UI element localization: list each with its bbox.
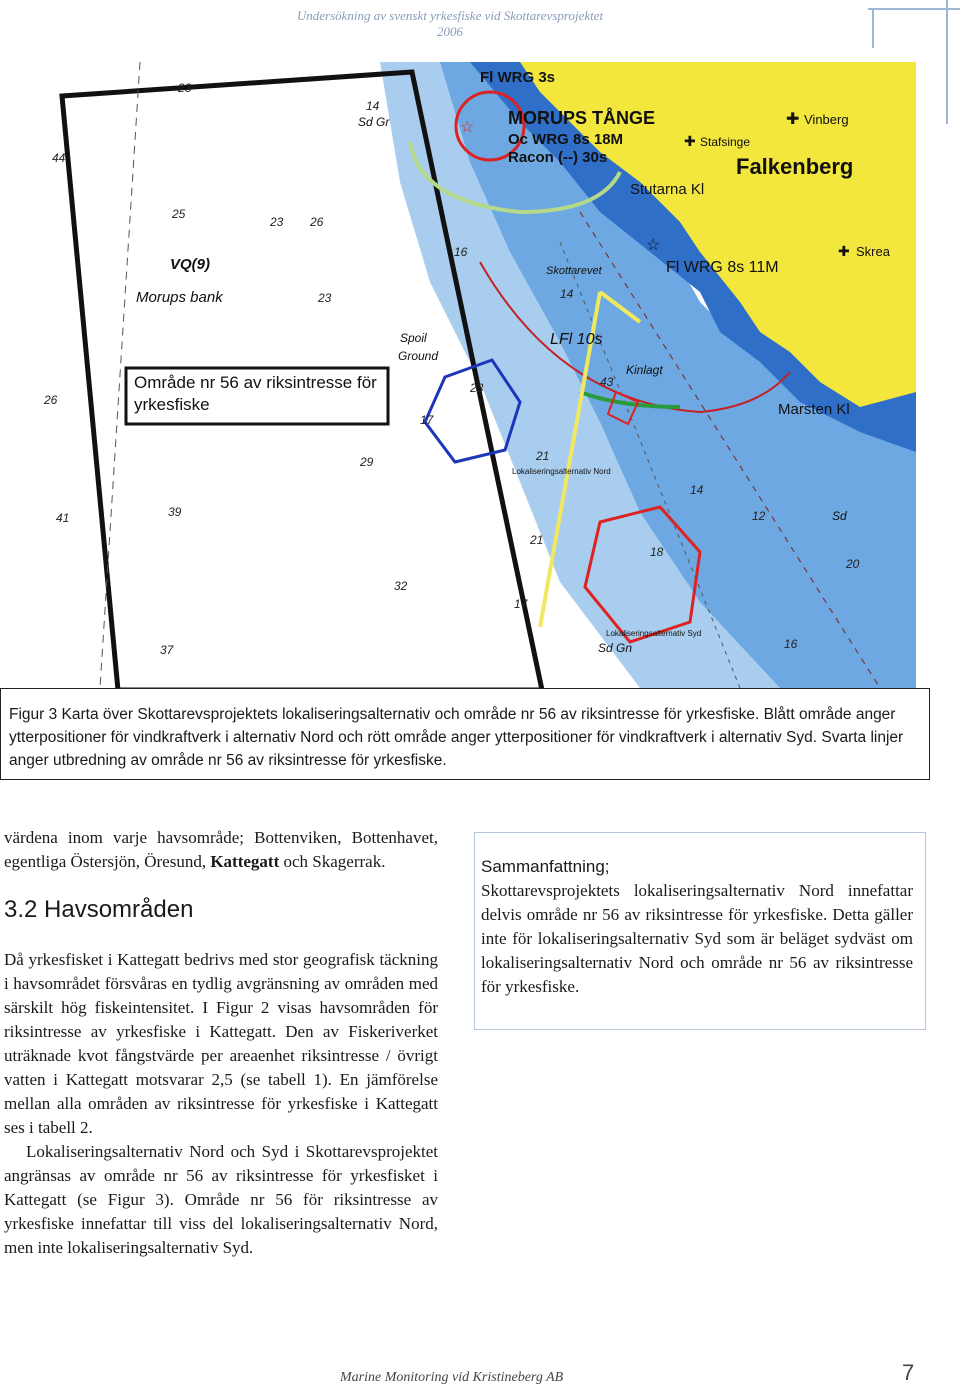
label-fl-wrg: Fl WRG 8s 11M [666, 259, 779, 276]
depth-sounding: 23 [178, 81, 192, 95]
depth-sounding: 26 [44, 393, 58, 407]
label-vinberg: Vinberg [804, 112, 849, 127]
label-light: Oc WRG 8s 18M [508, 131, 624, 148]
depth-sounding: 29 [360, 455, 374, 469]
summary-box [474, 832, 926, 1030]
header-title: Undersökning av svenskt yrkesfiske vid Skottarevsprojektet [296, 8, 604, 23]
left-column [4, 826, 438, 1260]
depth-sounding: 20 [846, 557, 860, 571]
label-sd: Sd [832, 509, 847, 523]
depth-sounding: 25 [172, 207, 186, 221]
section-heading: 3.2 Havsområden [4, 896, 194, 923]
depth-sounding: 39 [168, 505, 182, 519]
label-marsten: Marsten Kl [778, 401, 850, 418]
footer-org: Marine Monitoring vid Kristineberg AB [340, 1370, 564, 1385]
sea-chart [0, 62, 916, 688]
depth-sounding: 16 [454, 245, 468, 259]
depth-sounding: 14 [560, 287, 574, 301]
label-stutarna: Stutarna Kl [630, 181, 705, 198]
page-number: 7 [902, 1360, 915, 1385]
label-nord: Lokaliseringsalternativ Nord [512, 467, 611, 476]
header-year: 2006 [437, 24, 463, 39]
intro-end: och Skagerrak. [279, 852, 386, 871]
depth-sounding: 21 [536, 449, 550, 463]
intro-paragraph [4, 826, 438, 874]
figure-caption: Figur 3 Karta över Skottarevsprojektets lokaliseringsalternativ och område nr 56 av riksintresse för yrkesfiske. Blått område anger ytterpositioner för vindkraftverk i alternativ Nord och rött område anger ytterpositioner för vindkraftverk i alternativ Syd. Svarta linjer anger utbredning av område nr 56 av riksintresse för yrkesfiske. [0, 688, 930, 780]
depth-sounding: 18 [650, 545, 664, 559]
paragraph-2: Lokaliseringsalternativ Nord och Syd i Skottarevsprojektet angränsas av område nr 56 av riksintresse för yrkesfisket i Kattegatt (se Figur 3). Område nr 56 för riksintresse av yrkesfiske innefattar till viss del lokaliseringsalternativ Nord, men inte lokaliseringsalternativ Syd. [4, 1142, 438, 1257]
intro-bold: Kattegatt [210, 852, 280, 871]
depth-sounding: 32 [394, 579, 408, 593]
lighthouse-icon: ☆ [460, 119, 475, 136]
label-sd-gr: Sd Gr [358, 115, 390, 129]
label-syd: Lokaliseringsalternativ Syd [606, 629, 702, 638]
church-icon: ✚ [684, 135, 696, 150]
intro-text: värdena inom varje havsområde; Bottenviken, Bottenhavet, egentliga Östersjön, Öresund, [4, 828, 438, 871]
label-lfl: LFl 10s [550, 331, 603, 348]
depth-sounding: 44 [52, 151, 66, 165]
label-ground: Ground [398, 349, 439, 363]
corner-mark [946, 0, 948, 124]
label-sd-gn: Sd Gn [598, 641, 633, 655]
summary-title: Sammanfattning; [481, 857, 610, 876]
depth-sounding: 23 [470, 381, 484, 395]
depth-sounding: 41 [56, 511, 70, 525]
church-icon: ✚ [786, 111, 800, 128]
running-header [0, 8, 900, 40]
label-racon: Racon (--) 30s [508, 149, 608, 166]
depth-sounding: 43 [600, 375, 614, 389]
depth-sounding: 17 [514, 597, 528, 611]
label-kinlagt: Kinlagt [626, 363, 663, 377]
label-morups-bank: Morups bank [136, 289, 223, 306]
label-fl-top: Fl WRG 3s [480, 69, 556, 86]
depth-sounding: 23 [270, 215, 284, 229]
area-56-label: Område nr 56 av riksintresse för yrkesfiske [134, 373, 377, 414]
depth-sounding: 37 [160, 643, 174, 657]
lighthouse-icon: ☆ [646, 237, 661, 254]
label-skottarevet: Skottarevet [546, 265, 602, 277]
summary-text: Skottarevsprojektets lokaliseringsalternativ Nord innefattar delvis område nr 56 av riksintresse för yrkesfiske. Detta gäller inte för lokaliseringsalternativ Syd som är beläget sydväst om lokaliseringsalternativ Nord och område nr 56 av riksintresse för yrkesfiske. [481, 881, 913, 996]
depth-sounding: 14 [366, 99, 380, 113]
corner-mark [872, 8, 874, 48]
label-falkenberg: Falkenberg [736, 154, 854, 179]
depth-sounding: 21 [530, 533, 544, 547]
corner-mark [868, 8, 960, 10]
sea-chart-figure [0, 62, 916, 688]
depth-sounding: 14 [690, 483, 704, 497]
depth-sounding: 17 [420, 413, 434, 427]
label-morups-tange: MORUPS TÅNGE [508, 108, 656, 128]
label-skrea: Skrea [856, 244, 890, 259]
label-vq: VQ(9) [170, 256, 211, 273]
depth-sounding: 16 [784, 637, 798, 651]
church-icon: ✚ [838, 245, 850, 260]
depth-sounding: 23 [318, 291, 332, 305]
depth-sounding: 26 [310, 215, 324, 229]
depth-sounding: 12 [752, 509, 766, 523]
label-stafsinge: Stafsinge [700, 135, 751, 149]
label-spoil: Spoil [400, 331, 427, 345]
paragraph-1: Då yrkesfisket i Kattegatt bedrivs med stor geografisk täckning i havsområdet försvåras en tydlig avgränsning av områden med särskilt hög fiskeintensitet. I Figur 2 visas havsområden för riksintresse av yrkesfiske i Kattegatt. Den av Fiskeriverket uträknade kvot fångstvärde per areaenhet riksintresse / övrigt vatten i Kattegatt motsvarar 2,5 (se tabell 1). En jämförelse mellan alla områden av riksintresse för yrkesfiske i Kattegatt ses i tabell 2. [4, 950, 438, 1137]
